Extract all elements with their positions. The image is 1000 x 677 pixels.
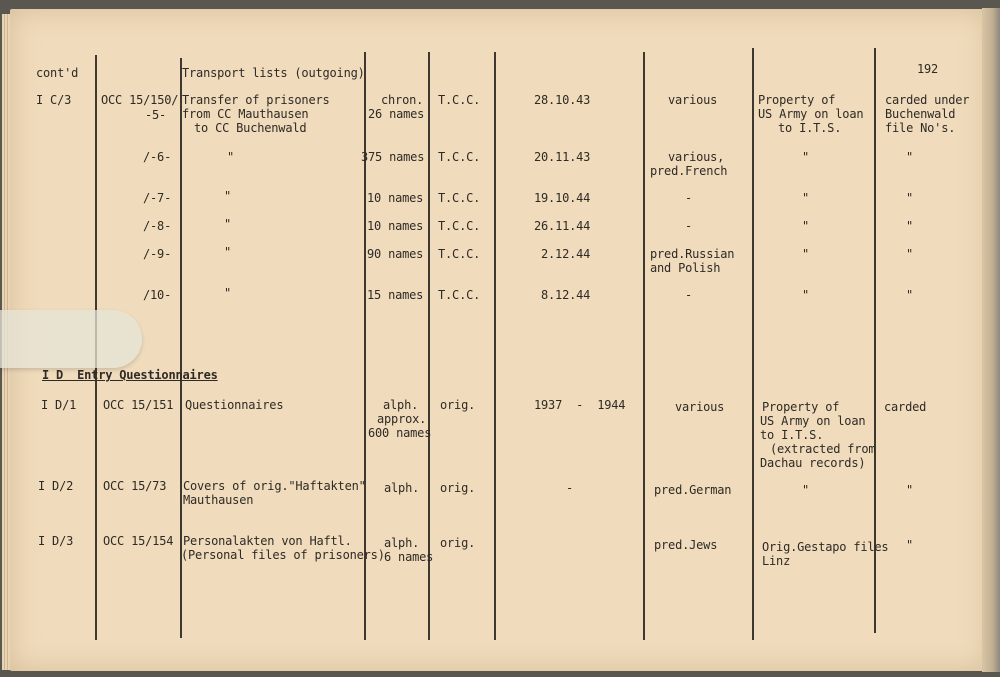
row-ownership: US Army on loan: [758, 107, 864, 121]
row-ownership: US Army on loan: [760, 414, 866, 428]
page-number: 192: [917, 62, 939, 76]
row-type: orig.: [440, 536, 476, 550]
cont-label: cont'd: [36, 66, 79, 80]
row-date: 1937 - 1944: [534, 398, 626, 412]
row-arrangement: 26 names: [368, 107, 425, 121]
row-remarks: ": [906, 247, 914, 261]
row-remarks: ": [906, 288, 914, 302]
row-type: T.C.C.: [438, 219, 481, 233]
section-heading: I D Entry Questionnaires: [42, 368, 218, 382]
row-language: -: [685, 219, 693, 233]
row-language: pred.Russian: [650, 247, 735, 261]
row-date: -: [566, 481, 574, 495]
row-desc: ": [227, 150, 235, 164]
row-remarks: ": [906, 538, 914, 552]
row-ref: OCC 15/154: [103, 534, 174, 548]
column-rule: [752, 48, 754, 640]
row-arrangement: alph.: [383, 398, 419, 412]
row-type: T.C.C.: [438, 150, 481, 164]
row-type: T.C.C.: [438, 247, 481, 261]
row-language: -: [685, 191, 693, 205]
row-count: 10 names: [367, 191, 424, 205]
row-desc: Personalakten von Haftl.: [183, 534, 352, 548]
row-remarks: ": [906, 191, 914, 205]
row-ownership: Dachau records): [760, 456, 866, 470]
row-ownership: ": [802, 288, 810, 302]
row-language: pred.Jews: [654, 538, 718, 552]
row-desc: ": [224, 245, 232, 259]
row-sub: -5-: [145, 108, 167, 122]
row-desc: ": [224, 189, 232, 203]
row-arrangement: 600 names: [368, 426, 432, 440]
row-remarks: ": [906, 483, 914, 497]
row-arrangement: alph.: [384, 536, 420, 550]
row-sub: /-9-: [143, 247, 172, 261]
row-sub: /-7-: [143, 191, 172, 205]
row-id: I D/2: [38, 479, 74, 493]
row-remarks: carded: [884, 400, 927, 414]
row-count: 375 names: [361, 150, 425, 164]
row-desc: from CC Mauthausen: [182, 107, 309, 121]
row-desc: Questionnaires: [185, 398, 284, 412]
binder-edge: [982, 8, 1000, 672]
row-ownership: Property of: [762, 400, 840, 414]
row-desc: Mauthausen: [183, 493, 254, 507]
row-language: pred.German: [654, 483, 732, 497]
row-arrangement: chron.: [381, 93, 424, 107]
row-desc: Covers of orig."Haftakten": [183, 479, 366, 493]
row-ownership: (extracted from: [770, 442, 876, 456]
row-remarks: carded under: [885, 93, 970, 107]
row-count: 10 names: [367, 219, 424, 233]
column-rule: [494, 52, 496, 640]
row-ownership: to I.T.S.: [760, 428, 824, 442]
row-language: various: [675, 400, 725, 414]
row-type: T.C.C.: [438, 288, 481, 302]
row-desc: ": [224, 286, 232, 300]
index-tab: [0, 310, 142, 368]
row-language: various,: [668, 150, 725, 164]
row-ownership: Property of: [758, 93, 836, 107]
row-id: I D/1: [41, 398, 77, 412]
row-date: 2.12.44: [541, 247, 591, 261]
row-date: 26.11.44: [534, 219, 591, 233]
row-language: various: [668, 93, 718, 107]
row-ownership: Linz: [762, 554, 791, 568]
row-ownership: ": [802, 219, 810, 233]
row-type: orig.: [440, 398, 476, 412]
row-date: 19.10.44: [534, 191, 591, 205]
row-ownership: Orig.Gestapo files: [762, 540, 889, 554]
row-ref: OCC 15/150/: [101, 93, 179, 107]
row-ref: OCC 15/151: [103, 398, 174, 412]
transport-heading: Transport lists (outgoing): [182, 66, 365, 80]
row-remarks: file No's.: [885, 121, 956, 135]
row-remarks: Buchenwald: [885, 107, 956, 121]
row-date: 28.10.43: [534, 93, 591, 107]
row-desc: (Personal files of prisoners): [181, 548, 385, 562]
row-desc: to CC Buchenwald: [194, 121, 307, 135]
row-date: 8.12.44: [541, 288, 591, 302]
row-ownership: ": [802, 483, 810, 497]
row-ownership: ": [802, 150, 810, 164]
row-remarks: ": [906, 219, 914, 233]
row-remarks: ": [906, 150, 914, 164]
row-type: T.C.C.: [438, 191, 481, 205]
row-arrangement: alph.: [384, 481, 420, 495]
row-type: T.C.C.: [438, 93, 481, 107]
row-language: and Polish: [650, 261, 721, 275]
row-id: I C/3: [36, 93, 72, 107]
row-language: -: [685, 288, 693, 302]
row-ownership: to I.T.S.: [778, 121, 842, 135]
row-desc: ": [224, 217, 232, 231]
row-date: 20.11.43: [534, 150, 591, 164]
row-arrangement: 6 names: [384, 550, 434, 564]
row-ownership: ": [802, 191, 810, 205]
row-id: I D/3: [38, 534, 74, 548]
row-ref: OCC 15/73: [103, 479, 167, 493]
row-sub: /10-: [143, 288, 172, 302]
row-language: pred.French: [650, 164, 728, 178]
row-desc: Transfer of prisoners: [182, 93, 330, 107]
row-count: 90 names: [367, 247, 424, 261]
row-arrangement: approx.: [377, 412, 427, 426]
row-type: orig.: [440, 481, 476, 495]
row-ownership: ": [802, 247, 810, 261]
row-sub: /-8-: [143, 219, 172, 233]
row-count: 15 names: [367, 288, 424, 302]
column-rule: [643, 52, 645, 640]
row-sub: /-6-: [143, 150, 172, 164]
